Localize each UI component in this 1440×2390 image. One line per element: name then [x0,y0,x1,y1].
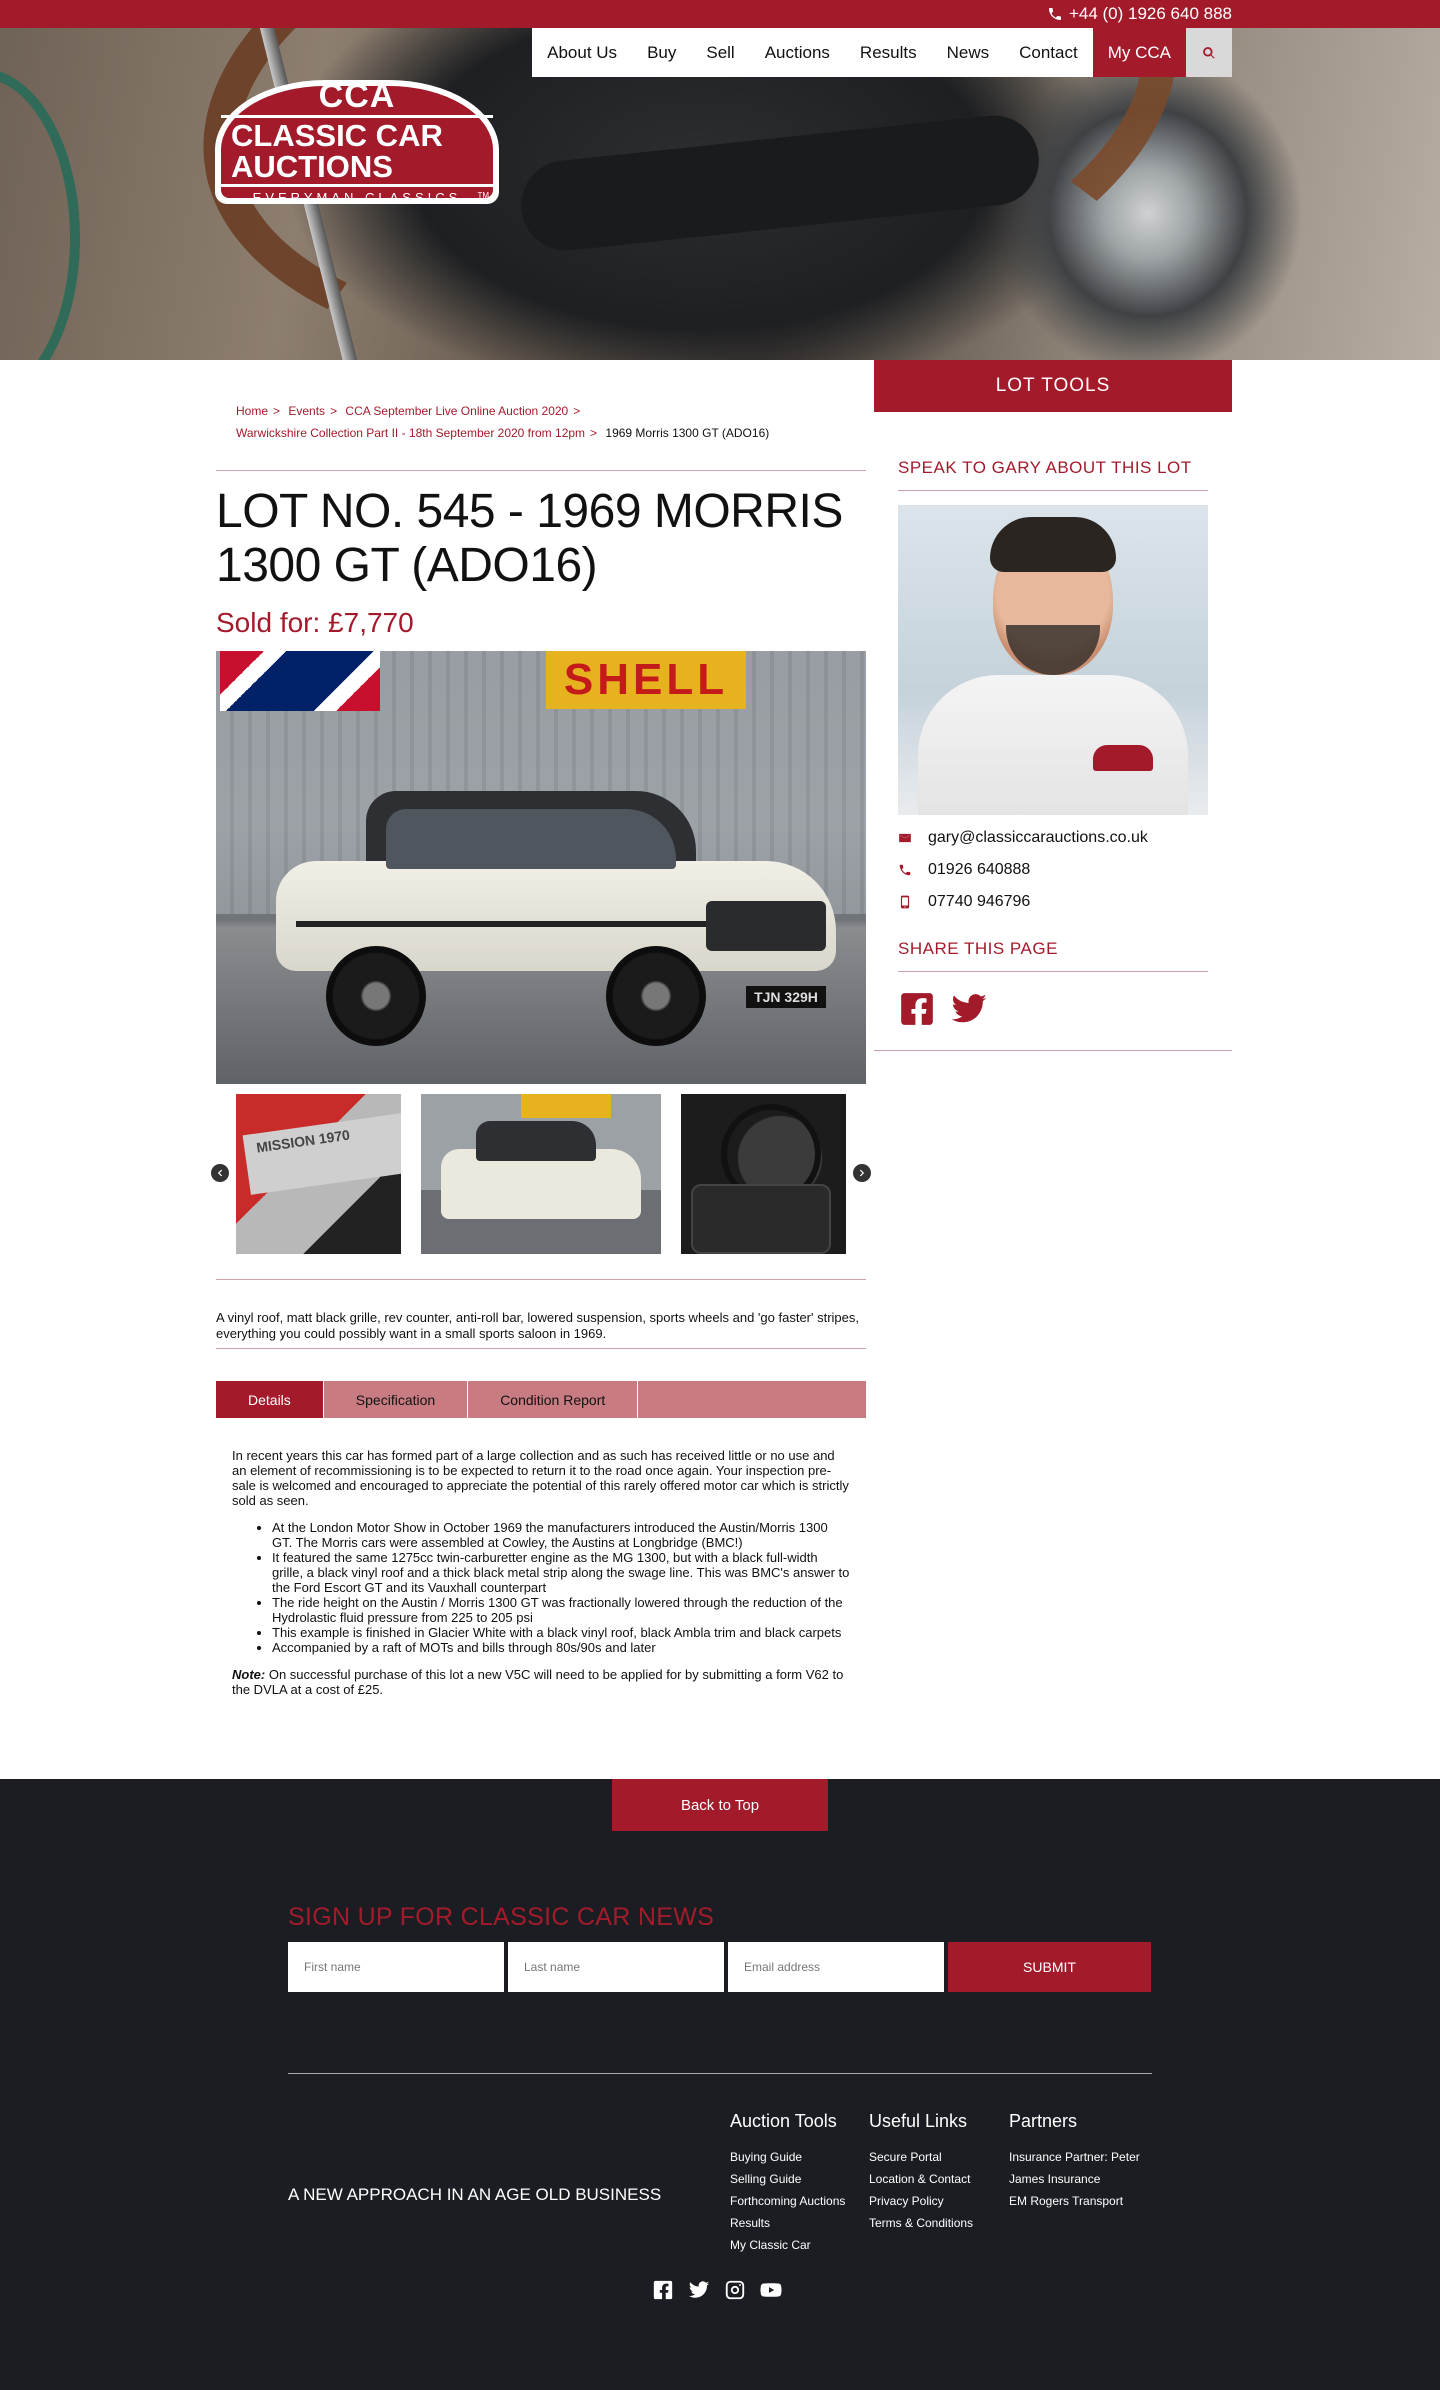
facebook-square-icon[interactable] [652,2279,674,2301]
speak-heading: SPEAK TO GARY ABOUT THIS LOT [898,412,1208,491]
main-content [0,360,1440,1779]
note-text: On successful purchase of this lot a new V5C will need to be applied for by submitting a form V62 to the DVLA at a cost of £25. [232,1667,844,1697]
email-link[interactable]: gary@classiccarauctions.co.uk [928,829,1148,846]
lot-tools-sidebar [874,360,1232,1051]
number-plate: TJN 329H [746,986,826,1008]
footer-link[interactable]: Terms & Conditions [869,2216,974,2230]
shell-sign: SHELL [546,651,746,709]
breadcrumb-collection[interactable]: Warwickshire Collection Part II - 18th September 2020 from 12pm [236,426,586,440]
hero-banner [0,28,1440,360]
thumbnail-carousel [216,1094,866,1254]
thumbnail-3[interactable] [681,1094,846,1254]
nav-about-us[interactable]: About Us [547,42,618,62]
carousel-prev-button[interactable] [211,1164,229,1182]
carousel-next-button[interactable] [853,1164,871,1182]
nav-news[interactable]: News [946,42,990,62]
footer-col-title: Useful Links [869,2111,968,2131]
newsletter-form [288,1942,1151,1992]
thumbnail-2[interactable] [421,1094,661,1254]
nav-sell[interactable]: Sell [706,42,735,62]
facebook-square-icon[interactable] [898,990,936,1028]
short-description: A vinyl roof, matt black grille, rev counter, anti-roll bar, lowered suspension, sports wheels and 'go faster' stripes, everything you could possibly want in a small sports saloon in 1969. [216,1310,859,1341]
contact-mobile [898,893,1208,911]
footer-link[interactable]: Selling Guide [730,2172,802,2186]
share-buttons [898,972,1208,1050]
thumbnail-1[interactable] [236,1094,401,1254]
phone-link[interactable]: 01926 640888 [928,861,1031,878]
details-panel [216,1418,866,1697]
lot-tools-header: LOT TOOLS [874,360,1232,412]
nav-my-cca[interactable]: My CCA [1093,28,1186,77]
nav-search-button[interactable] [1186,28,1232,77]
logo-cca: CCA [318,77,396,115]
envelope-icon [898,831,912,845]
lot-tabs [216,1381,866,1418]
tab-details[interactable]: Details [216,1381,324,1418]
search-icon [1202,46,1216,60]
chevron-left-icon [215,1168,225,1178]
contact-email [898,829,1208,847]
site-footer [0,1779,1440,2390]
footer-link[interactable]: Privacy Policy [869,2194,944,2208]
list-item: • This example is finished in Glacier White with a black vinyl roof, black Ambla trim and black carpets [272,1625,850,1640]
share-heading: SHARE THIS PAGE [898,911,1208,972]
breadcrumb-current: 1969 Morris 1300 GT (ADO16) [605,426,770,440]
list-item: • At the London Motor Show in October 1969 the manufacturers introduced the Austin/Morris 1300 GT. The Morris cars were assembled at Cowley, the Austins at Longbridge (BMC!) [272,1520,850,1550]
tab-specification[interactable]: Specification [324,1381,468,1418]
youtube-icon[interactable] [760,2279,782,2301]
mobile-link[interactable]: 07740 946796 [928,893,1031,910]
main-lot-photo[interactable] [216,651,866,1084]
twitter-icon[interactable] [688,2279,710,2301]
breadcrumb: Home > Events > CCA September Live Online Auction 2020 > Warwickshire Collection Part II - 18th September 2020 from 12pm > 1969 Morris 1300 GT (ADO16) [236,404,770,440]
newsletter-title: SIGN UP FOR CLASSIC CAR NEWS [288,1903,715,1931]
footer-col-partners [1009,2111,1140,2212]
footer-col-useful-links [869,2111,973,2234]
footer-link[interactable]: Secure Portal [869,2150,942,2164]
footer-link[interactable]: My Classic Car [730,2238,811,2252]
logo-name: CLASSIC CAR AUCTIONS [221,115,493,187]
last-name-input[interactable] [508,1942,724,1992]
breadcrumb-auction[interactable]: CCA September Live Online Auction 2020 [345,404,569,418]
footer-col-title: Partners [1009,2111,1078,2131]
footer-col-title: Auction Tools [730,2111,837,2131]
list-item: • Accompanied by a raft of MOTs and bills through 80s/90s and later [272,1640,850,1655]
nav-contact[interactable]: Contact [1019,42,1078,62]
logo-tm: TM [477,191,489,200]
back-to-top-button[interactable]: Back to Top [612,1779,828,1831]
list-item: • The ride height on the Austin / Morris 1300 GT was fractionally lowered through the reduction of the Hydrolastic fluid pressure from 225 to 205 psi [272,1595,850,1625]
twitter-icon[interactable] [950,990,988,1028]
footer-link[interactable]: Insurance Partner: Peter [1009,2150,1140,2164]
mobile-icon [898,895,912,909]
top-phone-bar [0,0,1440,28]
breadcrumb-home[interactable]: Home [236,404,269,418]
contact-phone [898,861,1208,879]
lot-title: LOT NO. 545 - 1969 MORRIS 1300 GT (ADO16) [216,485,843,592]
footer-col-auction-tools [730,2111,845,2256]
logo-sub: EVERYMAN CLASSICS [252,190,462,205]
phone-icon [898,863,912,877]
footer-link[interactable]: Buying Guide [730,2150,803,2164]
tab-condition-report[interactable]: Condition Report [468,1381,638,1418]
footer-tagline: A NEW APPROACH IN AN AGE OLD BUSINESS [288,2185,662,2204]
chevron-right-icon [857,1168,867,1178]
footer-link[interactable]: James Insurance [1009,2172,1101,2186]
breadcrumb-events[interactable]: Events [288,404,326,418]
sold-price: Sold for: £7,770 [216,607,414,638]
nav-auctions[interactable]: Auctions [764,42,830,62]
car-illustration [276,781,836,1051]
footer-link[interactable]: EM Rogers Transport [1009,2194,1124,2208]
specialist-photo [898,505,1208,815]
submit-button[interactable]: SUBMIT [948,1942,1151,1992]
site-logo[interactable] [215,77,499,205]
instagram-icon[interactable] [724,2279,746,2301]
first-name-input[interactable] [288,1942,504,1992]
footer-link[interactable]: Location & Contact [869,2172,971,2186]
note-label: Note: [232,1667,266,1682]
details-list [272,1520,850,1655]
details-note [232,1667,850,1697]
lot-column [216,360,866,1697]
nav-buy[interactable]: Buy [647,42,677,62]
list-item: • It featured the same 1275cc twin-carburetter engine as the MG 1300, but with a black full-width grille, a black vinyl roof and a thick black metal strip along the swage line. This was BMC's answer to the Ford Escort GT and its Vauxhall counterpart [272,1550,850,1595]
footer-social [652,2279,782,2301]
main-nav [532,28,1232,77]
top-phone-number[interactable]: +44 (0) 1926 640 888 [1068,4,1232,23]
details-intro: In recent years this car has formed part of a large collection and as such has received little or no use and an element of recommissioning is to be expected to return it to the road once again. Your inspection pre-sale is welcomed and encouraged to appreciate the potential of this rarely offered motor car which is strictly sold as seen. [232,1448,849,1508]
phone-icon [1047,6,1063,22]
footer-link[interactable]: Forthcoming Auctions [730,2194,846,2208]
plaque-text: MISSION 1970 [243,1113,401,1195]
nav-results[interactable]: Results [859,42,917,62]
footer-link[interactable]: Results [730,2216,771,2230]
email-input[interactable] [728,1942,944,1992]
